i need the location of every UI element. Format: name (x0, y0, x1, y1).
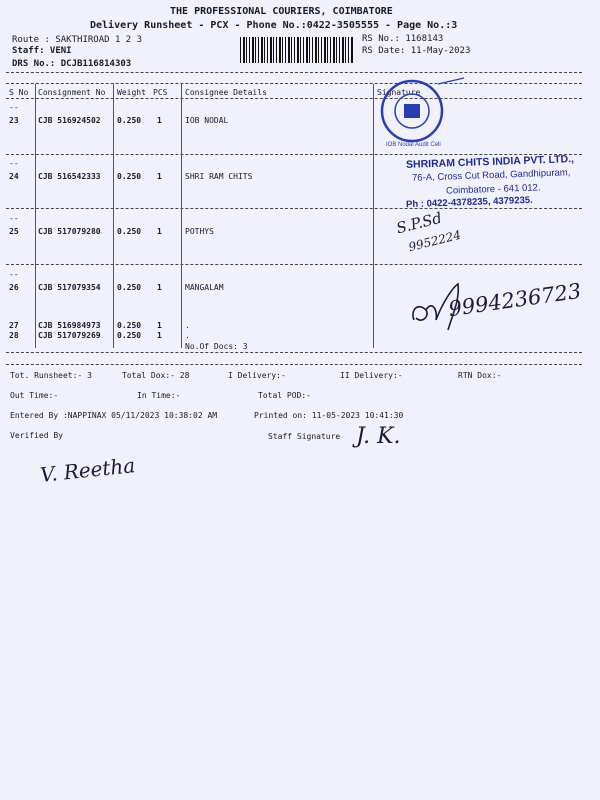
runsheet-title: Delivery Runsheet - PCX - Phone No.:0422-3505555 - Page No.:3 (90, 20, 458, 31)
row-pcs: 1 (157, 331, 162, 340)
row-weight: 0.250 (117, 331, 142, 340)
row-consignment: CJB 517079269 (38, 331, 101, 340)
stamp-address-1: 76-A, Cross Cut Road, Gandhipuram, (411, 167, 571, 184)
rs-number: RS No.: 1168143 (362, 34, 444, 44)
i-delivery: I Delivery:- (228, 371, 286, 380)
entered-by: Entered By :NAPPINAX 05/11/2023 10:38:02 AM (10, 411, 218, 420)
row-sno: 25 (9, 227, 19, 236)
row-pcs: 1 (157, 172, 162, 181)
barcode (240, 37, 354, 63)
column-divider (181, 84, 182, 348)
divider (6, 83, 582, 84)
row-marker: -- (9, 103, 19, 112)
bank-seal-icon (378, 74, 466, 148)
route-label: Route : SAKTHIROAD 1 2 3 (12, 35, 143, 45)
stamp-phone: Ph : 0422-4378235, 4379235. (405, 194, 533, 211)
row-consignee: . (185, 321, 190, 330)
staff-signature: J. K. (356, 424, 401, 449)
handwritten-phone: 9994236723 (446, 278, 583, 322)
row-pcs: 1 (157, 227, 162, 236)
drs-number: DRS No.: DCJB116814303 (12, 59, 132, 69)
column-divider (373, 84, 374, 348)
in-time: In Time:- (137, 391, 181, 400)
divider (6, 98, 582, 99)
out-time: Out Time:- (10, 391, 59, 400)
row-marker: -- (9, 214, 19, 223)
docs-count: No.Of Docs: 3 (185, 342, 248, 351)
col-header-signature: Signature (377, 88, 421, 97)
row-consignment: CJB 517079280 (38, 227, 101, 236)
handwritten-phone: 9952224 (407, 227, 463, 255)
stamp-address-2: Coimbatore - 641 012. (445, 182, 541, 197)
row-consignment: CJB 516984973 (38, 321, 101, 330)
row-consignee: . (185, 331, 190, 340)
row-pcs: 1 (157, 283, 162, 292)
rtn-dox: RTN Dox:- (458, 371, 502, 380)
row-consignee: POTHYS (185, 227, 214, 236)
staff-label: Staff: VENI (12, 46, 72, 56)
column-divider (35, 84, 36, 348)
stamp-company: SHRIRAM CHITS INDIA PVT. LTD., (405, 153, 575, 171)
bank-seal-stamp (378, 74, 466, 152)
col-header-consignment: Consignment No (38, 88, 106, 97)
col-header-sno: S No (9, 88, 29, 97)
company-title: THE PROFESSIONAL COURIERS, COIMBATORE (170, 6, 393, 17)
divider (6, 264, 582, 265)
row-sno: 28 (9, 331, 19, 340)
row-weight: 0.250 (117, 321, 142, 330)
row-consignment: CJB 517079354 (38, 283, 101, 292)
row-sno: 26 (9, 283, 19, 292)
col-header-consignee: Consignee Details (185, 88, 267, 97)
row-sno: 27 (9, 321, 19, 330)
row-pcs: 1 (157, 321, 162, 330)
divider (6, 352, 582, 353)
tot-runsheet: Tot. Runsheet:- 3 (10, 371, 92, 380)
divider (6, 72, 582, 73)
verified-by-label: Verified By (10, 431, 63, 440)
row-consignee: SHRI RAM CHITS (185, 172, 253, 181)
bank-seal-text: IOB Nodal Audit Cell (386, 142, 441, 148)
row-consignee: MANGALAM (185, 283, 224, 292)
column-divider (113, 84, 114, 348)
row-consignment: CJB 516924502 (38, 116, 101, 125)
row-pcs: 1 (157, 116, 162, 125)
row-weight: 0.250 (117, 116, 142, 125)
total-dox: Total Dox:- 28 (122, 371, 190, 380)
staff-signature-label: Staff Signature (268, 432, 341, 441)
row-marker: -- (9, 270, 19, 279)
divider (6, 208, 582, 209)
rs-date: RS Date: 11-May-2023 (362, 46, 471, 56)
row-sno: 24 (9, 172, 19, 181)
printed-on: Printed on: 11-05-2023 10:41:30 (254, 411, 404, 420)
row-sno: 23 (9, 116, 19, 125)
handwritten-signature: S.P.Sd (394, 208, 444, 238)
row-consignment: CJB 516542333 (38, 172, 101, 181)
verified-signature: V. Reetha (39, 453, 137, 487)
row-weight: 0.250 (117, 283, 142, 292)
ii-delivery: II Delivery:- (340, 371, 403, 380)
row-marker: -- (9, 159, 19, 168)
row-weight: 0.250 (117, 227, 142, 236)
row-weight: 0.250 (117, 172, 142, 181)
col-header-weight: Weight (117, 88, 146, 97)
divider (6, 364, 582, 365)
col-header-pcs: PCS (153, 88, 168, 97)
row-consignee: IOB NODAL (185, 116, 229, 125)
total-pod: Total POD:- (258, 391, 311, 400)
